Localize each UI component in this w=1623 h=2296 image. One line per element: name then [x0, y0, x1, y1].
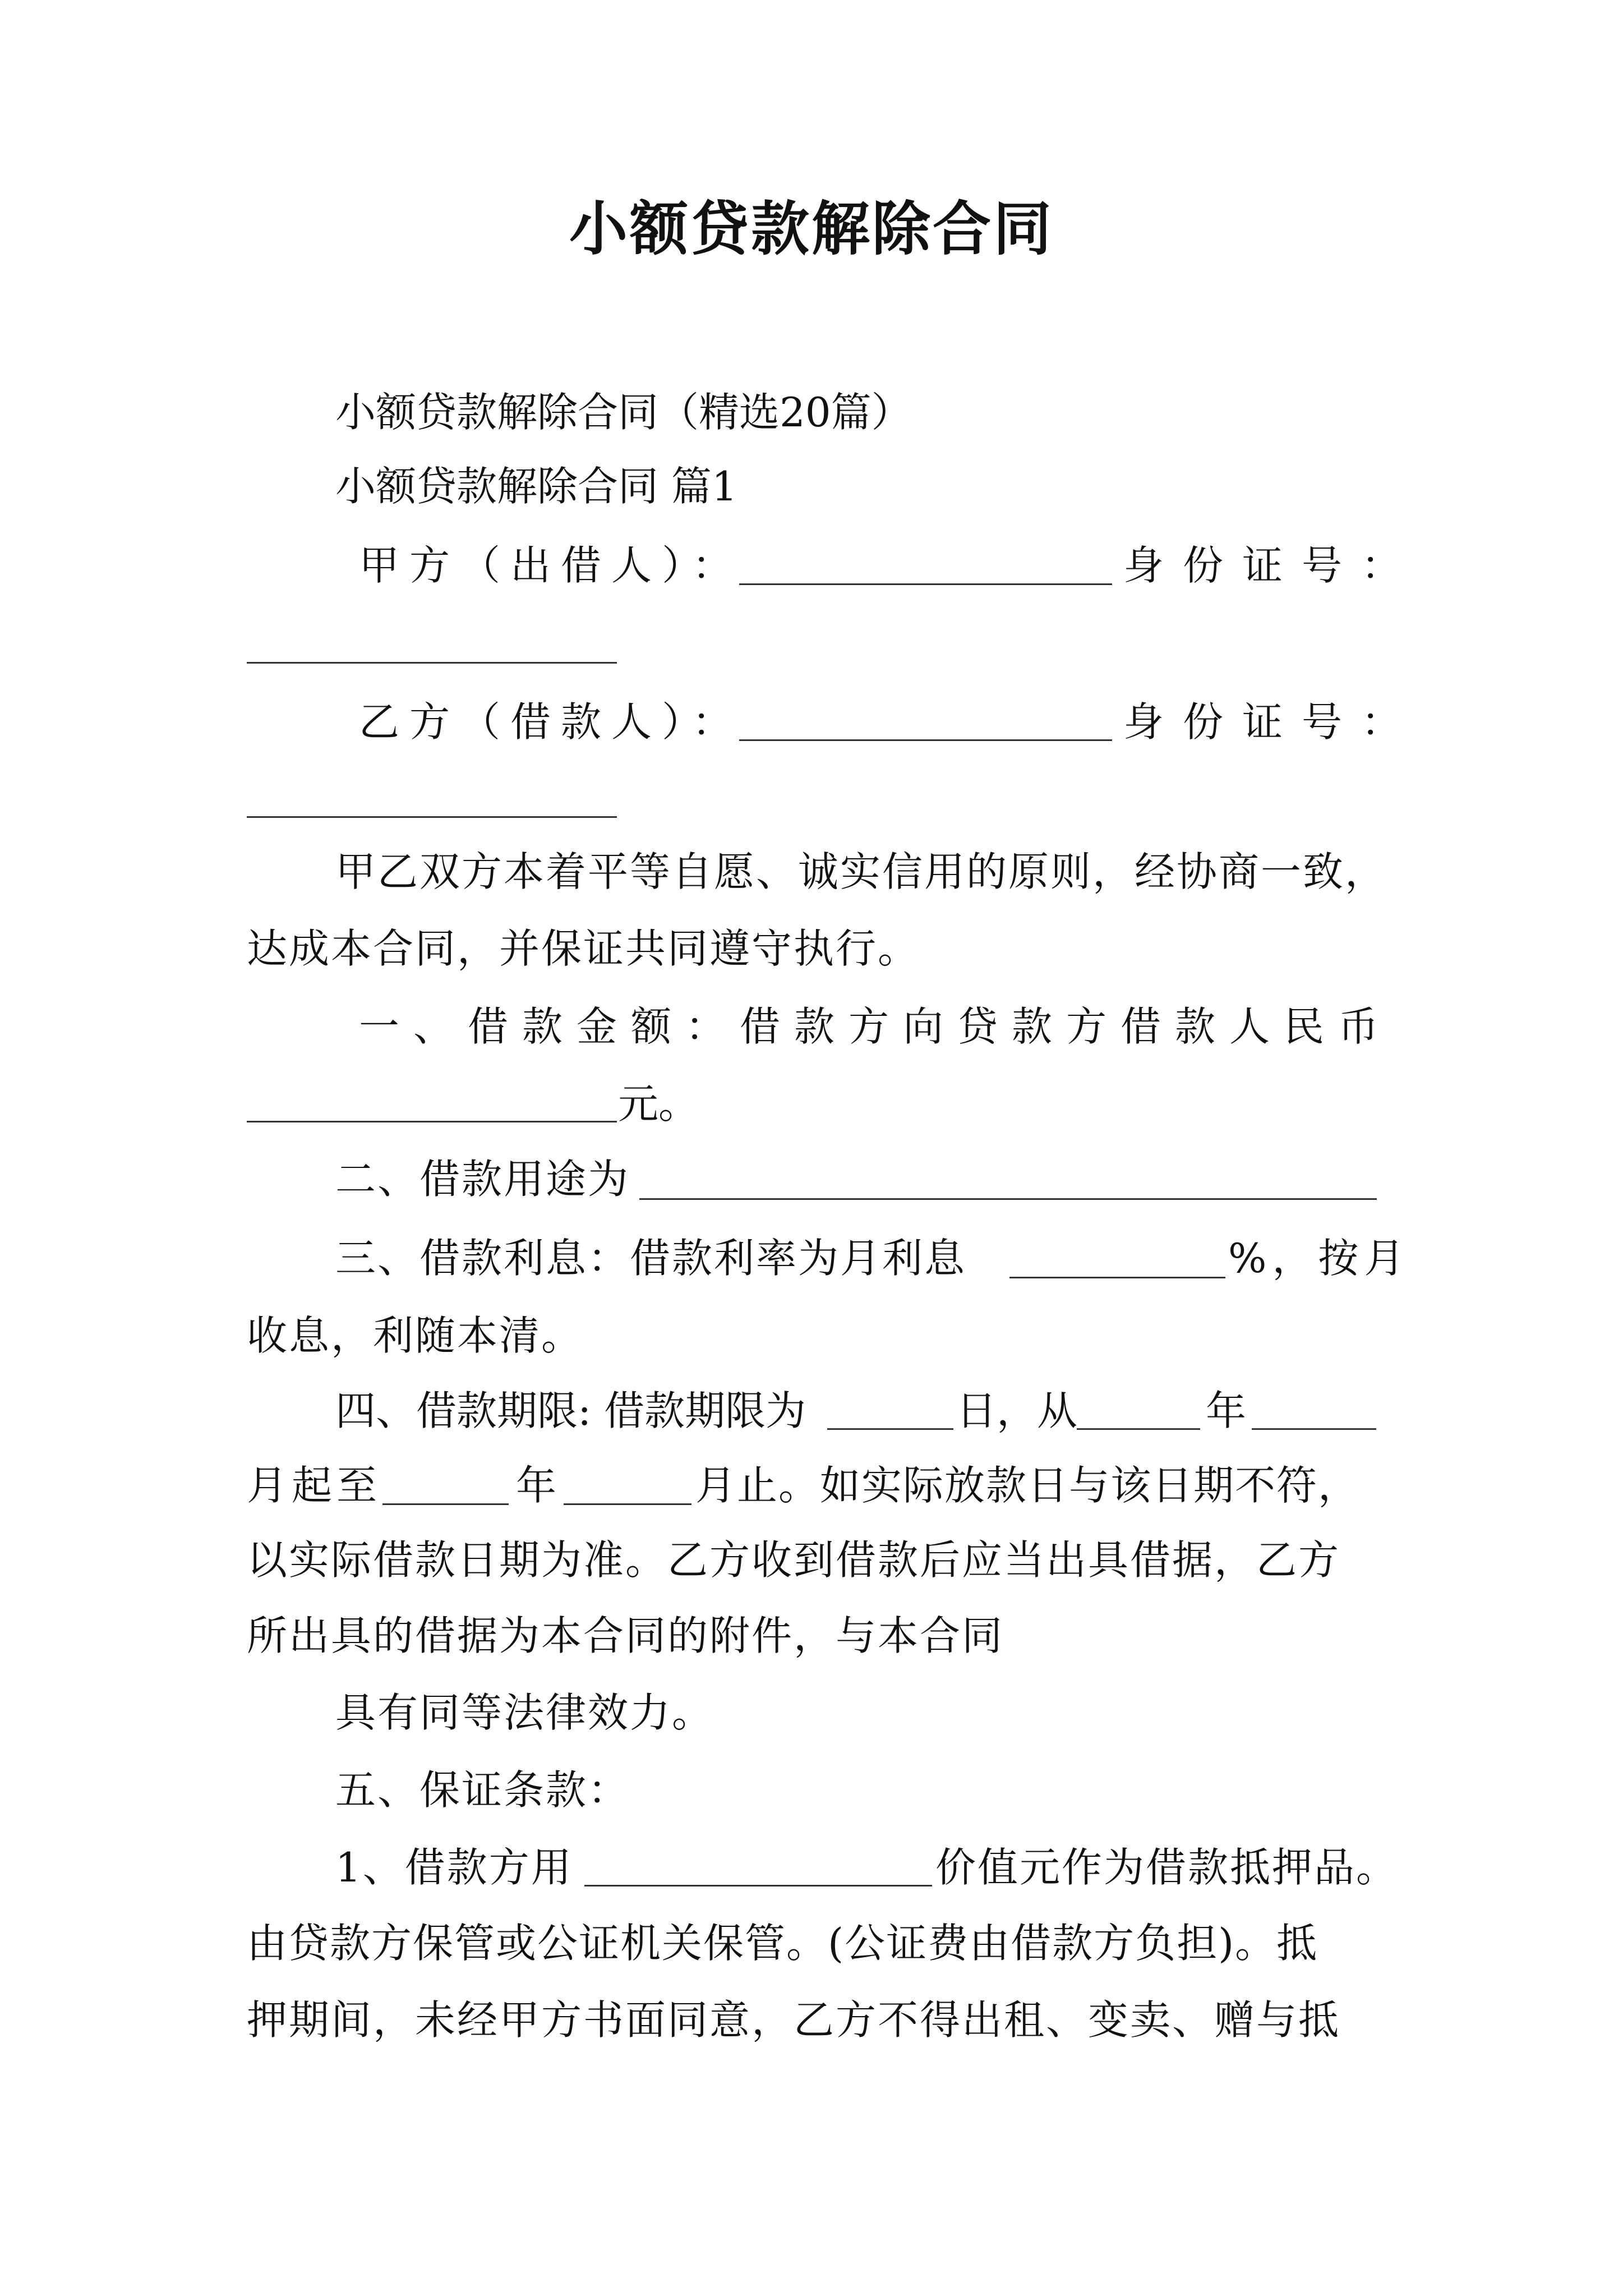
clause-1-amount: 一、借款金额：借款方向贷款方借款人民币 — [359, 1003, 1393, 1050]
preamble-line-2: 达成本合同，并保证共同遵守执行。 — [247, 925, 920, 972]
party-a-id-blank[interactable] — [247, 662, 617, 664]
clause-5-1-line-2: 由贷款方保管或公证机关保管。(公证费由借款方负担)。抵 — [247, 1920, 1318, 1967]
clause-4-line-4: 所出具的借据为本合同的附件，与本合同 — [247, 1612, 1004, 1659]
start-year-blank[interactable] — [1077, 1428, 1200, 1430]
clause-4-line-2-b: 月止。如实际放款日与该日期不符， — [695, 1462, 1360, 1509]
clause-4-term: 四、借款期限: 借款期限为 — [335, 1387, 806, 1434]
start-month-blank[interactable] — [1252, 1428, 1376, 1430]
preamble-line-1: 甲乙双方本着平等自愿、诚实信用的原则，经协商一致， — [335, 848, 1387, 895]
end-year-blank[interactable] — [382, 1503, 509, 1505]
end-month-blank[interactable] — [564, 1503, 691, 1505]
clause-3-interest: 三、借款利息：借款利率为月利息 — [335, 1235, 967, 1282]
subtitle: 小额贷款解除合同（精选20篇） — [335, 389, 912, 436]
clause-5-guarantee: 五、保证条款： — [335, 1766, 630, 1814]
document-title: 小额贷款解除合同 — [569, 194, 1054, 263]
clause-3-line-2: 收息，利随本清。 — [247, 1312, 584, 1359]
clause-4-line-3: 以实际借款日期为准。乙方收到借款后应当出具借据，乙方 — [247, 1536, 1341, 1584]
amount-unit: 元。 — [618, 1080, 699, 1128]
clause-5-1-b: 价值元作为借款抵押品。 — [935, 1844, 1399, 1891]
clause-4-line-5: 具有同等法律效力。 — [335, 1689, 714, 1736]
interest-rate-blank[interactable] — [1009, 1277, 1225, 1278]
end-year-label: 年 — [516, 1462, 557, 1509]
term-days-blank[interactable] — [827, 1428, 953, 1430]
party-b-label: 乙方（借款人）： — [359, 698, 743, 746]
party-b-id-blank[interactable] — [247, 816, 617, 818]
party-a-name-blank[interactable] — [739, 583, 1112, 585]
purpose-blank[interactable] — [639, 1198, 1377, 1200]
party-a-id-label: 身份证号： — [1123, 542, 1421, 589]
loan-amount-blank[interactable] — [247, 1121, 617, 1122]
collateral-blank[interactable] — [584, 1885, 932, 1887]
party-b-id-label: 身份证号： — [1123, 698, 1421, 746]
term-day-text: 日，从 — [956, 1387, 1078, 1434]
interest-percent: %，按月 — [1228, 1235, 1410, 1282]
clause-4-line-2-a: 月起至 — [247, 1462, 382, 1509]
clause-2-purpose: 二、借款用途为 — [335, 1156, 630, 1203]
start-year-label: 年 — [1206, 1387, 1247, 1434]
section-heading: 小额贷款解除合同 篇1 — [335, 463, 737, 510]
clause-5-1-a: 1、借款方用 — [335, 1844, 573, 1891]
party-a-label: 甲方（出借人）： — [359, 542, 743, 589]
clause-5-1-line-3: 押期间，未经甲方书面同意，乙方不得出租、变卖、赠与抵 — [247, 1996, 1341, 2044]
party-b-name-blank[interactable] — [739, 739, 1112, 741]
